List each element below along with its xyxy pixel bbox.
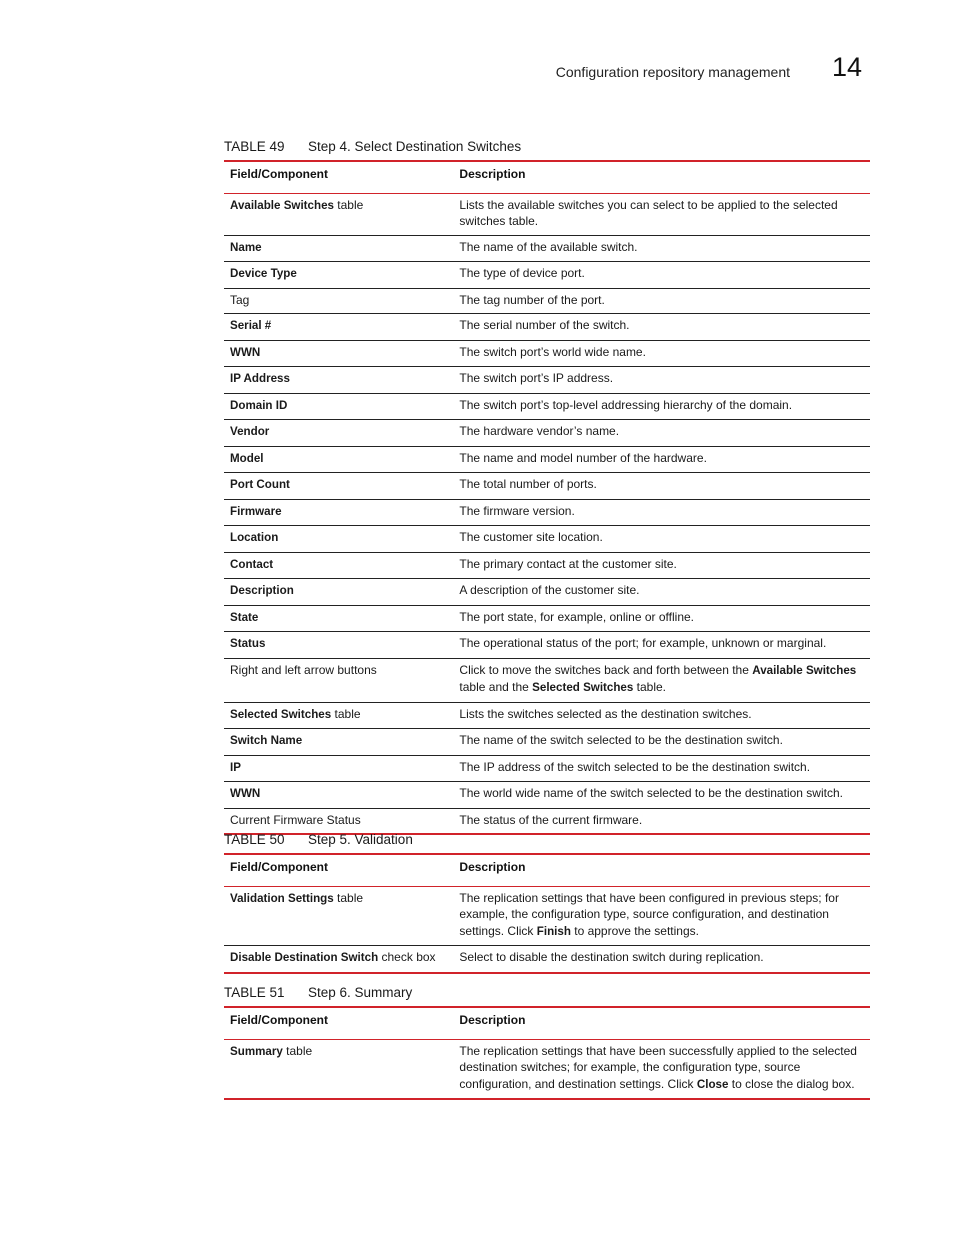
field-name: WWN <box>230 787 261 800</box>
description-text: The serial number of the switch. <box>459 318 630 332</box>
column-header-description: Description <box>459 860 526 874</box>
field-qualifier: Tag <box>230 292 250 307</box>
field-qualifier: table <box>333 890 364 905</box>
table-row <box>224 729 870 756</box>
field-cell <box>224 886 453 946</box>
field-qualifier: check box <box>378 950 436 964</box>
field-name: Port Count <box>230 478 290 491</box>
description-text: The name and model number of the hardware. <box>459 450 707 465</box>
description-cell <box>453 605 870 632</box>
field-name: State <box>230 610 259 624</box>
description-text: table and the <box>459 680 533 694</box>
description-cell <box>453 288 870 314</box>
field-cell <box>224 314 453 341</box>
table-row <box>224 886 870 946</box>
description-cell <box>453 367 870 394</box>
table-header-row <box>224 1007 870 1039</box>
table-row <box>224 367 870 394</box>
field-cell <box>224 193 453 235</box>
description-cell <box>453 340 870 367</box>
description-cell <box>453 314 870 341</box>
table-row <box>224 579 870 606</box>
field-cell <box>224 782 453 809</box>
field-cell <box>224 632 453 659</box>
description-text: The name of the switch selected to be the destination switch. <box>459 733 783 747</box>
description-cell <box>453 193 870 235</box>
chapter-number: 14 <box>832 52 863 82</box>
field-cell <box>224 393 453 420</box>
table-51 <box>224 984 870 1100</box>
table-row <box>224 1039 870 1099</box>
table-row <box>224 393 870 420</box>
field-cell <box>224 367 453 394</box>
table-row <box>224 446 870 473</box>
field-cell <box>224 340 453 367</box>
description-text: The world wide name of the switch selected to be the destination switch. <box>459 786 843 800</box>
field-qualifier: table <box>333 197 364 212</box>
description-text: The customer site location. <box>459 530 603 544</box>
description-emphasis: Available Switches <box>752 663 857 677</box>
table-caption <box>224 138 870 160</box>
table-row <box>224 632 870 659</box>
description-cell <box>453 552 870 579</box>
field-cell <box>224 420 453 447</box>
field-description-table <box>224 853 870 974</box>
table-row <box>224 340 870 367</box>
column-header-description: Description <box>459 1013 526 1027</box>
description-text: The replication settings that have been configured in previous steps; for example, the configuration type, source configuration, and destination settings. Click <box>459 890 839 938</box>
description-cell <box>453 473 870 500</box>
field-qualifier: table <box>331 706 361 721</box>
description-cell <box>453 262 870 289</box>
description-text: Lists the switches selected as the destination switches. <box>459 706 752 721</box>
running-header-title: Configuration repository management <box>555 64 790 80</box>
description-text: The total number of ports. <box>459 477 597 491</box>
field-name: Name <box>230 240 262 254</box>
table-row <box>224 235 870 262</box>
field-name: Selected Switches <box>230 707 332 721</box>
field-name: Available Switches <box>230 198 334 212</box>
description-cell <box>453 782 870 809</box>
table-header-row <box>224 161 870 193</box>
description-emphasis: Finish <box>536 924 571 938</box>
field-name: IP <box>230 760 241 774</box>
description-cell <box>453 658 870 702</box>
field-description-table <box>224 1006 870 1100</box>
table-row <box>224 702 870 729</box>
description-cell <box>453 702 870 729</box>
table-row <box>224 946 870 973</box>
table-row <box>224 605 870 632</box>
description-cell <box>453 420 870 447</box>
description-text: Lists the available switches you can select to be applied to the selected switches table. <box>459 197 838 228</box>
field-cell <box>224 262 453 289</box>
field-qualifier: Current Firmware Status <box>230 812 361 827</box>
description-cell <box>453 393 870 420</box>
field-name: Switch Name <box>230 734 303 747</box>
field-name: Device Type <box>230 267 297 280</box>
field-name: Disable Destination Switch <box>230 951 379 964</box>
table-50 <box>224 831 870 974</box>
description-text: The firmware version. <box>459 503 575 518</box>
table-row <box>224 782 870 809</box>
description-text: Click to move the switches back and forth between the <box>459 662 753 677</box>
field-cell <box>224 755 453 782</box>
field-cell <box>224 446 453 473</box>
description-text: The tag number of the port. <box>459 292 605 307</box>
description-emphasis: Close <box>696 1077 729 1091</box>
table-label: TABLE 50 <box>224 832 285 847</box>
table-label: TABLE 51 <box>224 985 285 1000</box>
description-text: The IP address of the switch selected to be the destination switch. <box>459 759 811 774</box>
table-row <box>224 193 870 235</box>
description-text: The port state, for example, online or offline. <box>459 609 694 624</box>
table-header-row <box>224 854 870 886</box>
field-cell <box>224 473 453 500</box>
description-text: The primary contact at the customer site. <box>459 556 677 571</box>
field-cell <box>224 579 453 606</box>
field-cell <box>224 499 453 526</box>
field-qualifier: table <box>282 1043 313 1058</box>
description-cell <box>453 946 870 973</box>
description-cell <box>453 886 870 946</box>
description-cell <box>453 499 870 526</box>
column-header-description: Description <box>459 167 526 181</box>
column-header-field: Field/Component <box>230 1013 328 1027</box>
field-name: Vendor <box>230 425 270 438</box>
field-cell <box>224 658 453 702</box>
table-label: TABLE 49 <box>224 139 285 154</box>
description-cell <box>453 755 870 782</box>
description-text: table. <box>633 680 667 694</box>
field-cell <box>224 729 453 756</box>
description-text: The switch port’s IP address. <box>459 371 614 385</box>
table-title: Step 4. Select Destination Switches <box>308 139 522 154</box>
description-text: The type of device port. <box>459 266 585 280</box>
field-cell <box>224 946 453 973</box>
table-row <box>224 314 870 341</box>
field-name: Firmware <box>230 504 282 518</box>
description-cell <box>453 526 870 553</box>
table-row <box>224 288 870 314</box>
description-text: A description of the customer site. <box>459 583 640 597</box>
table-row <box>224 658 870 702</box>
field-name: Status <box>230 637 266 650</box>
field-description-table <box>224 160 870 835</box>
table-row <box>224 262 870 289</box>
field-name: Contact <box>230 557 274 571</box>
table-caption <box>224 984 870 1006</box>
field-cell <box>224 1039 453 1099</box>
field-name: IP Address <box>230 372 290 385</box>
table-row <box>224 755 870 782</box>
description-text: The replication settings that have been successfully applied to the selected destination switches; for example, the configuration type, source configuration, and destination settings. Click <box>459 1043 857 1091</box>
field-name: Model <box>230 451 264 465</box>
description-cell <box>453 632 870 659</box>
field-cell <box>224 702 453 729</box>
description-text: to close the dialog box. <box>728 1076 855 1091</box>
field-name: Description <box>230 584 294 597</box>
table-title: Step 5. Validation <box>308 832 413 847</box>
table-row <box>224 420 870 447</box>
field-cell <box>224 605 453 632</box>
table-row <box>224 526 870 553</box>
field-cell <box>224 235 453 262</box>
field-name: Summary <box>230 1044 283 1058</box>
description-text: Select to disable the destination switch during replication. <box>459 950 764 964</box>
field-name: WWN <box>230 345 261 359</box>
description-cell <box>453 729 870 756</box>
table-row <box>224 552 870 579</box>
field-name: Validation Settings <box>230 891 334 905</box>
table-title: Step 6. Summary <box>308 985 413 1000</box>
table-49 <box>224 138 870 835</box>
field-name: Serial # <box>230 319 272 332</box>
field-cell <box>224 288 453 314</box>
field-name: Location <box>230 531 279 544</box>
description-emphasis: Selected Switches <box>532 681 634 694</box>
description-text: The name of the available switch. <box>459 239 638 254</box>
description-text: The switch port’s world wide name. <box>459 344 646 359</box>
description-text: The status of the current firmware. <box>459 812 643 827</box>
description-text: The switch port’s top-level addressing hierarchy of the domain. <box>459 397 793 412</box>
table-row <box>224 499 870 526</box>
field-cell <box>224 526 453 553</box>
field-qualifier: Right and left arrow buttons <box>230 662 377 677</box>
description-cell <box>453 1039 870 1099</box>
column-header-field: Field/Component <box>230 860 328 874</box>
field-cell <box>224 552 453 579</box>
description-text: The operational status of the port; for example, unknown or marginal. <box>459 636 827 650</box>
description-cell <box>453 235 870 262</box>
field-name: Domain ID <box>230 398 288 412</box>
table-caption <box>224 831 870 853</box>
description-text: The hardware vendor’s name. <box>459 424 620 438</box>
description-cell <box>453 446 870 473</box>
description-cell <box>453 579 870 606</box>
column-header-field: Field/Component <box>230 167 328 181</box>
description-text: to approve the settings. <box>570 923 699 938</box>
table-row <box>224 473 870 500</box>
